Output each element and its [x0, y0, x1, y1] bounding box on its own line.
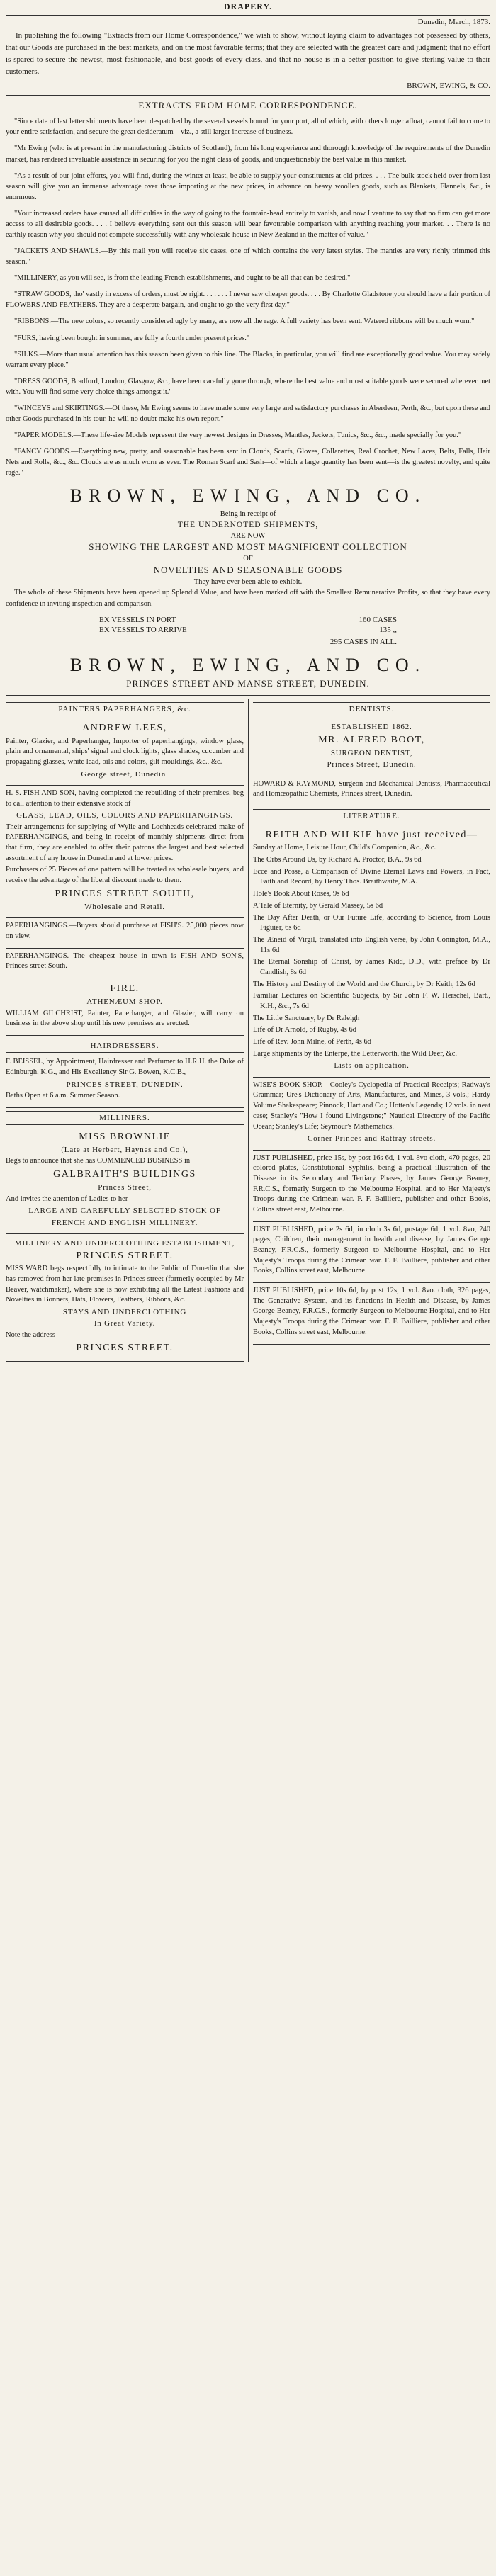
ad-publication [253, 1151, 490, 1222]
ad-text: Large shipments by the Enterpe, the Letterworth, the Wild Deer, &c. [253, 1049, 458, 1058]
brand-title: BROWN, EWING, AND CO. [69, 654, 427, 675]
ad-text: HOWARD & RAYMOND, Surgeon and Mechanical Dentists, Pharmaceutical and Homœopathic Chemists, Princes street, Dunedin. [253, 779, 490, 798]
ad-sub: Princes Street, [98, 1183, 152, 1192]
extract-paragraph: "Your increased orders have caused all difficulties in the way of going to the fountain-head entirely to vanish, and now I venture to say that no firm can get more access to all desirable goods. . . . I believe everything sent out this season will bear favourable comparison with anything reaching your market. . . There is no earthly reason why you should not compete successfully with any wholesale house in New Zealand in the matter of value." [6, 209, 490, 239]
announce-body: The whole of these Shipments have been opened up Splendid Value, and have been marked off with the Smallest Remunerative Profits, so that they have every confidence in inviting inspection and comparison. [6, 589, 490, 608]
ad-heading: FIRE. [110, 983, 140, 995]
book-item: Life of Rev. John Milne, of Perth, 4s 6d [253, 1038, 372, 1046]
section-dentists: DENTISTS. [253, 702, 490, 716]
book-item: The Orbs Around Us, by Richard A. Proctor, B.A., 9s 6d [253, 856, 422, 864]
ad-address: George street, Dunedin. [81, 769, 169, 779]
ad-text: And invites the attention of Ladies to her [6, 1194, 128, 1203]
ad-address: Princes Street, Dunedin. [327, 760, 417, 769]
ad-fish [6, 786, 244, 918]
book-item: A Tale of Eternity, by Gerald Massey, 5s 6d [253, 901, 383, 910]
ad-address: Wholesale and Retail. [84, 903, 165, 912]
ad-text: H. S. FISH AND SON, having completed the rebuilding of their premises, beg to call attention to their extensive stock of [6, 789, 244, 808]
ad-publication [253, 1283, 490, 1344]
cases-row [99, 625, 397, 635]
extract-paragraph: "SILKS.—More than usual attention has this season been given to this line. The Blacks, in particular, you will find are exceptionally good value. You may safely warrant every piece." [6, 350, 490, 369]
announce-line: Being in receipt of [220, 510, 276, 519]
ad-heading: STAYS AND UNDERCLOTHING [62, 1308, 187, 1317]
ad-sub: (Late at Herbert, Haynes and Co.), [61, 1146, 188, 1155]
extract-paragraph: "RIBBONS.—The new colors, so recently considered ugly by many, are now all the rage. A full variety has been sent. Watered ribbons will be much worn." [14, 317, 475, 326]
ad-heading: GLASS, LEAD, OILS, COLORS AND PAPERHANGINGS. [16, 811, 233, 820]
book-item: The Day After Death, or Our Future Life, according to Science, from Louis Figuier, 6s 6d [253, 913, 490, 932]
ad-reith [253, 825, 490, 1078]
extract-paragraph: "PAPER MODELS.—These life-size Models represent the very newest designs in Dresses, Mantles, Jackets, Tunics, &c., &c., made specially for you." [14, 431, 462, 440]
left-column [6, 699, 248, 1361]
ad-address: PRINCES STREET SOUTH, [55, 888, 195, 899]
ad-text: WILLIAM GILCHRIST, Painter, Paperhanger, and Glazier, will carry on business in the above shop until his new premises are erected. [6, 1009, 244, 1028]
announce-line: They have ever been able to exhibit. [193, 577, 303, 586]
ad-publication [253, 1222, 490, 1283]
cases-table [99, 615, 397, 648]
cases-row [99, 615, 397, 625]
cases-total: 295 CASES IN ALL. [99, 635, 397, 647]
ad-fire [6, 978, 244, 1036]
ad-text: Their arrangements for supplying of Wylie and Lochheads celebrated make of PAPERHANGINGS, and being in receipt of monthly shipments direct from that firm, they are enabled to offer their patrons the largest and best selected assortment of any house in Dunedin and at lower prices. [6, 823, 244, 862]
announce-line: THE UNDERNOTED SHIPMENTS, [177, 520, 319, 529]
book-item: The Æneid of Virgil, translated into English verse, by John Conington, M.A., 11s 6d [253, 935, 490, 954]
ad-lees [6, 718, 244, 786]
book-item: Ecce and Posse, a Comparison of Divine Eternal Laws and Powers, in Fact, Faith and Record, by Henry Thos. Braithwaite, M.A. [253, 867, 490, 886]
section-hairdressers: HAIRDRESSERS. [6, 1039, 244, 1053]
ad-text: JUST PUBLISHED, price 2s 6d, in cloth 3s 6d, postage 6d, 1 vol. 8vo, 240 pages, Children, their management in health and disease, by James George Beaney, F.R.C.S., formerly Surgeon to Melbourne Hospital, and to Her Majesty's Troops during the Crimean war. F. F. Bailliere, publisher and other Books, Collins street east, Melbourne. [253, 1225, 490, 1275]
ad-address: Corner Princes and Rattray streets. [307, 1134, 436, 1143]
ad-text: WISE'S BOOK SHOP.—Cooley's Cyclopedia of Practical Receipts; Radway's Grammar; Ure's Dictionary of Arts, Manufactures, and Mines, 3 vols.; Hardy Volume Shakespeare; Pinnock, Hart and Co.; Hotten's Legends; 12 vols. in neat case; Stanley's "How I found Livingstone;" Nautical Directory of the Pacific Ocean; Stanley's Life; Seymour's Mathematics. [253, 1080, 490, 1131]
ad-heading: FRENCH AND ENGLISH MILLINERY. [51, 1218, 198, 1227]
ad-text: PAPERHANGINGS.—Buyers should purchase at FISH'S. 25,000 pieces now on view. [6, 922, 244, 940]
ad-name: MR. ALFRED BOOT, [318, 734, 425, 745]
ad-beissel [6, 1054, 244, 1107]
announce-line: NOVELTIES AND SEASONABLE GOODS [153, 564, 343, 575]
ad-text: MISS WARD begs respectfully to intimate to the Public of Dunedin that she has removed from her late premises in Princes street (formerly occupied by Mr Beaver, watchmaker), where she is now exhibiting all the Latest Fashions and Novelties in Bonnets, Hats, Flowers, Feathers, Ribbons, &c. [6, 1265, 244, 1304]
divider [6, 694, 490, 696]
extract-paragraph: "Since date of last letter shipments have been despatched by the several vessels bound for your port, all of which, with others longer afloat, cannot fail to come to your entire satisfaction, and secure the great desideratum—viz., a still larger increase of business. [6, 118, 490, 137]
ad-text: Baths Open at 6 a.m. Summer Season. [6, 1091, 120, 1100]
right-column [248, 699, 490, 1361]
ad-heading: GALBRAITH'S BUILDINGS [53, 1169, 196, 1180]
ad-text: Begs to announce that she has COMMENCED BUSINESS in [6, 1157, 191, 1165]
book-item: Familiar Lectures on Scientific Subjects, by Sir John F. W. Herschel, Bart., K.H., &c., 7s 6d [253, 992, 490, 1011]
book-item: The Little Sanctuary, by Dr Raleigh [253, 1014, 360, 1022]
extract-paragraph: "JACKETS AND SHAWLS.—By this mail you will receive six cases, one of which contains the very latest styles. The mantles are very richly trimmed this season." [6, 247, 490, 266]
book-item: Life of Dr Arnold, of Rugby, 4s 6d [253, 1026, 357, 1034]
newspaper-page [6, 0, 490, 1362]
ad-paper2 [6, 949, 244, 978]
ad-text: PAPERHANGINGS. The cheapest house in town is FISH AND SON'S, Princes-street South. [6, 951, 244, 971]
ad-ward [6, 1234, 244, 1362]
ad-heading: ESTABLISHED 1862. [331, 723, 412, 732]
extracts-list [6, 116, 490, 478]
ad-text: Painter, Glazier, and Paperhanger, Importer of paperhangings, window glass, plain and ornamental, ships' signal and clock lights, glass shades, cucumber and propagating glasses, white lead, oils and colors, gilt mouldings, &c., &c. [6, 737, 244, 767]
extract-paragraph: "FURS, having been bought in summer, are fully a fourth under present prices." [14, 334, 250, 342]
ad-name: REITH AND WILKIE have just received— [265, 830, 478, 841]
section-header: DRAPERY. [6, 0, 490, 16]
ad-wise [253, 1078, 490, 1151]
ad-boot [253, 718, 490, 776]
extract-paragraph: "WINCEYS and SKIRTINGS.—Of these, Mr Ewing seems to have made some very large and satisfactory purchases in Aberdeen, Perth, &c.; but upon these and other Goods purchased in his tour, he will no doubt make his own report." [6, 404, 490, 423]
ad-text: Purchasers of 25 Pieces of one pattern will be treated as wholesale buyers, and receive the advantage of the liberal discount made to them. [6, 866, 244, 885]
announce-line: OF [243, 555, 253, 563]
dateline: Dunedin, March, 1873. [417, 17, 490, 26]
ad-text: Note the address— [6, 1331, 63, 1339]
ad-text: F. BEISSEL, by Appointment, Hairdresser and Perfumer to H.R.H. the Duke of Edinburgh, K.G., and His Excellency Sir G. Bowen, K.C.B., [6, 1058, 244, 1076]
extract-paragraph: "Mr Ewing (who is at present in the manufacturing districts of Scotland), from his long experience and thorough knowledge of the requirements of the Dunedin market, has rendered invaluable assistance in securing for you the right class of goods, and unquestionably the best value in this market. [6, 145, 490, 164]
ad-name: ANDREW LEES, [82, 723, 167, 734]
book-item: Hole's Book About Roses, 9s 6d [253, 890, 349, 898]
shipment-announcement [6, 484, 490, 690]
cases-label: EX VESSELS IN PORT [99, 615, 176, 624]
ad-text: JUST PUBLISHED, price 15s, by post 16s 6d, 1 vol. 8vo cloth, 470 pages, 20 colored plates, Constitutional Syphilis, being a practical illustration of the Disease in its Secondary and Tertiary Phases, by James George Beaney, F.R.C.S., formerly Surgeon to the Melbourne Hospital, and to Her Majesty's Troops during the Crimean war. F. F. Bailliere, publisher and other Books, Collins street east, Melbourne. [253, 1153, 490, 1214]
section-painters: PAINTERS PAPERHANGERS, &c. [6, 702, 244, 716]
book-item: The History and Destiny of the World and the Church, by Dr Keith, 12s 6d [253, 980, 475, 988]
brand-address: PRINCES STREET AND MANSE STREET, DUNEDIN. [126, 678, 370, 689]
extract-paragraph: "DRESS GOODS, Bradford, London, Glasgow, &c., have been carefully gone through, where the best value and most suitable goods were secured wherever met with. You will find some very choice things amongst it." [6, 377, 490, 396]
ad-address: PRINCES STREET, DUNEDIN. [66, 1080, 184, 1089]
ad-columns [6, 699, 490, 1361]
ad-sub: SURGEON DENTIST, [330, 748, 413, 757]
ad-heading: ATHENÆUM SHOP. [86, 998, 163, 1007]
cases-label: EX VESSELS TO ARRIVE [99, 625, 187, 634]
ad-howard [253, 776, 490, 806]
signature: BROWN, EWING, & CO. [407, 81, 490, 91]
section-milliners: MILLINERS. [6, 1111, 244, 1125]
cases-value: 135 ,, [379, 625, 397, 634]
extract-paragraph: "MILLINERY, as you will see, is from the leading French establishments, and ought to be all that can be desired." [14, 274, 351, 283]
ad-heading: PRINCES STREET. [76, 1343, 174, 1354]
ad-text: JUST PUBLISHED, price 10s 6d, by post 12s, 1 vol. 8vo. cloth, 326 pages, The Generative System, and its functions in Health and Disease, by James George Beaney, F.R.C.S., formerly Surgeon to Melbourne Hospital, and to Her Majesty's Troops during the Crimean war. F. F. Bailliere, publisher and other Books, Collins street east, Melbourne. [253, 1287, 490, 1336]
divider [6, 95, 490, 96]
announce-line: ARE NOW [230, 531, 266, 540]
extract-paragraph: "As a result of our joint efforts, you will find, during the winter at least, be able to supply your constituents at old prices. . . . The bulk stock held over from last season will give you an immense advantage over those importing at the new prices, in advance on heavy woollen goods, such as Blankets, Flannels, &c., is enormous. [6, 171, 490, 201]
ad-heading: MILLINERY AND UNDERCLOTHING ESTABLISHMENT, [14, 1238, 235, 1248]
ad-brownlie [6, 1126, 244, 1234]
brand-title: BROWN, EWING, AND CO. [69, 485, 427, 507]
book-item: The Eternal Sonship of Christ, by James Kidd, D.D., with preface by Dr Candlish, 8s 6d [253, 958, 490, 976]
announce-line: SHOWING THE LARGEST AND MOST MAGNIFICENT COLLECTION [89, 541, 407, 553]
ad-name: MISS BROWNLIE [79, 1131, 171, 1142]
cases-value: 160 CASES [359, 615, 397, 624]
section-literature: LITERATURE. [253, 809, 490, 823]
intro-text: In publishing the following "Extracts from our Home Correspondence," we wish to show, without laying claim to advantages not possessed by others, that our Goods are purchased in the best markets, and on the most favorable terms; that they are selected with the greatest care and judgment; that no effort is spared to secure the newest, most fashionable, and best goods of every class, and that no house is in a better position to give sterling value to their customers. [6, 30, 490, 77]
book-item: Sunday at Home, Leisure Hour, Child's Companion, &c., &c. [253, 844, 436, 852]
ad-paper1 [6, 918, 244, 948]
ad-heading: LARGE AND CAREFULLY SELECTED STOCK OF [28, 1207, 221, 1216]
ad-sub: In Great Variety. [94, 1319, 156, 1328]
extracts-heading: EXTRACTS FROM HOME CORRESPONDENCE. [138, 100, 358, 111]
extract-paragraph: "FANCY GOODS.—Everything new, pretty, and seasonable has been sent in Clouds, Scarfs, Gloves, Collarettes, Real Crochet, New Laces, Belts, Falls, Hair Nets and Rolls, &c., &c. Clouds are as much worn as ever. The Roman Scarf and Sash—of which a large quantity has been sent—is the greatest novelty, and quite rage." [6, 448, 490, 478]
extract-paragraph: "STRAW GOODS, tho' vastly in excess of orders, must be right. . . . . . . I never saw cheaper goods. . . . By Charlotte Gladstone you should have a fair portion of FLOWERS AND FEATHERS. They are a desperate bargain, and ought to go the very first day." [6, 290, 490, 310]
ad-heading: Lists on application. [334, 1061, 410, 1070]
ad-heading: PRINCES STREET. [76, 1250, 174, 1262]
